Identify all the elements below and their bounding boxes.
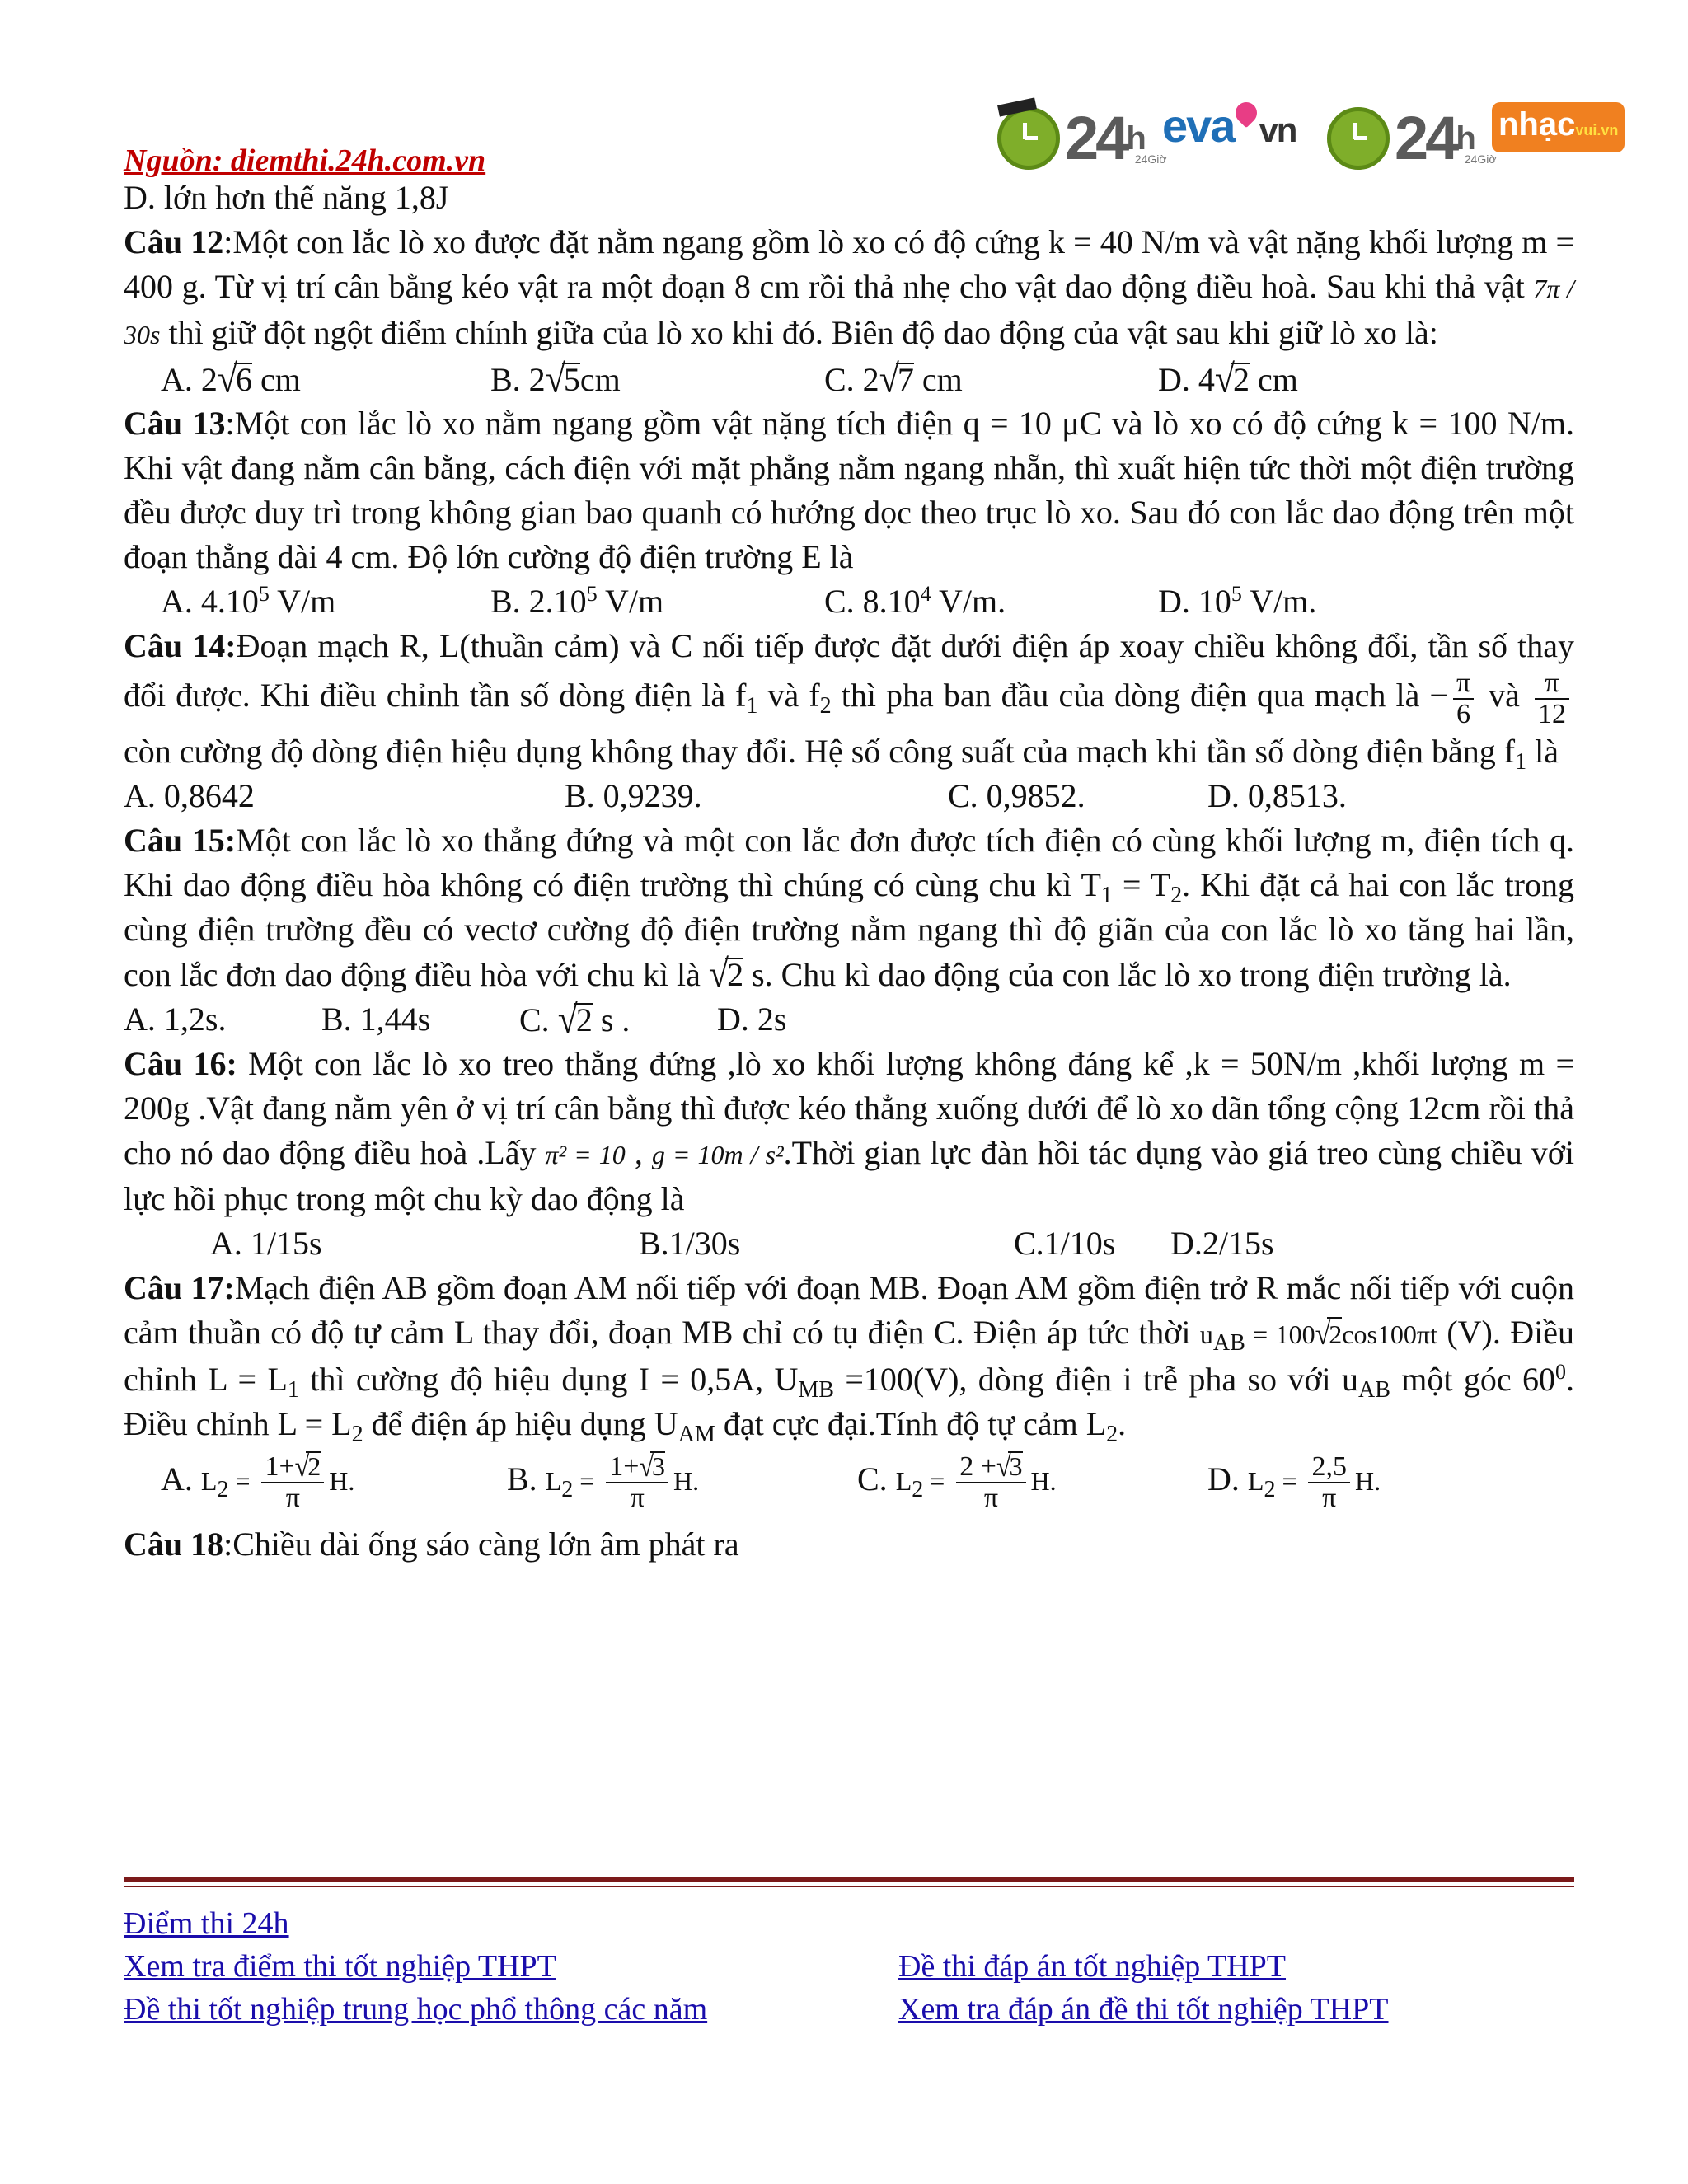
option-radicand: 7 <box>897 361 914 398</box>
pi-squared-math: π² = 10 <box>545 1140 626 1169</box>
logo-nhac-text: nhạc <box>1498 106 1576 143</box>
subscript: 1 <box>746 693 758 719</box>
footer-divider-thick <box>124 1877 1574 1882</box>
option-b[interactable]: B. 0,9239. <box>565 777 702 814</box>
question-14-text-part3: còn cường độ dòng điện hiệu dụng không thay đổi. Hệ số công suất của mạch khi tần số dòng điện bằng f <box>124 733 1516 770</box>
option-unit: V/m. <box>931 583 1006 620</box>
subscript: AB <box>1358 1377 1390 1403</box>
comma: , <box>625 1134 652 1171</box>
option-unit: H. <box>673 1466 700 1496</box>
link-diem-thi-24h[interactable]: Điểm thi 24h <box>124 1906 289 1941</box>
option-unit: cm <box>579 361 621 398</box>
subscript: 1 <box>287 1377 299 1403</box>
option-c[interactable]: C. 0,9852. <box>948 777 1085 814</box>
option-d[interactable]: D. 2s <box>717 1001 787 1038</box>
logo-24h-small: 24Giờ <box>1134 152 1167 166</box>
option-a[interactable] <box>161 579 335 624</box>
logo-24h-2-small: 24Giờ <box>1464 152 1497 166</box>
option-exponent: 4 <box>920 582 931 606</box>
question-15-options <box>124 997 1574 1042</box>
question-18-label: Câu 18 <box>124 1526 224 1563</box>
option-unit: cm <box>1250 361 1298 398</box>
question-14-text-part1: Đoạn mạch R, L(thuần cảm) và C nối tiếp được đặt dưới điện áp xoay chiều không đổi, tần số thay đổi được. Khi điều chỉnh tần số dòng điện là f <box>124 627 1575 715</box>
option-unit: H. <box>1354 1466 1381 1496</box>
fraction-numerator: 1+ <box>609 1451 640 1483</box>
logo-eva[interactable] <box>1162 102 1296 152</box>
question-18-text: :Chiều dài ống sáo càng lớn âm phát ra <box>223 1526 739 1563</box>
option-c[interactable] <box>824 579 1006 624</box>
fraction-denominator: π <box>630 1483 645 1514</box>
question-14-label: Câu 14: <box>124 627 237 664</box>
question-12-options <box>124 357 1574 401</box>
option-unit: H. <box>329 1466 355 1496</box>
subscript: MB <box>798 1377 834 1403</box>
option-c[interactable]: C. $L_2$ = $\frac{2 +√3}{\pi}$ H. <box>857 1450 1057 1514</box>
math-amplitude: = 100 <box>1245 1319 1315 1349</box>
option-letter: B. <box>507 1460 546 1497</box>
question-16-text-part2: .Thời gian lực đàn hồi tác dụng vào giá treo cùng chiều với lực hồi phục trong một chu kỳ dao động là <box>124 1134 1575 1217</box>
question-12-text-part1: :Một con lắc lò xo được đặt nằm ngang gồm lò xo có độ cứng k = 40 N/m và vật nặng khối lượng m = 400 g. Từ vị trí cân bằng kéo vật ra một đoạn 8 cm rồi thả nhẹ cho vật dao động điều hoà. Sau khi thả vật <box>124 223 1574 305</box>
gravity-math: g = 10m / s² <box>651 1140 784 1169</box>
option-a[interactable]: A. 1,2s. <box>124 1001 227 1038</box>
question-17 <box>124 1266 1574 1446</box>
subscript: 2 <box>1106 1422 1118 1447</box>
question-18 <box>124 1522 1574 1567</box>
option-radicand: 6 <box>236 361 253 398</box>
radicand: 3 <box>1009 1451 1023 1482</box>
option-d[interactable]: D. $L_2$ = $\frac{2,5}{\pi}$ H. <box>1207 1451 1381 1513</box>
question-17-options <box>124 1446 1574 1522</box>
option-lhs: L <box>895 1466 912 1496</box>
question-17-text-part2: (V). Điều chỉnh L = L <box>124 1314 1575 1398</box>
question-12-time-math: 7π / 30s <box>124 274 1574 349</box>
logo-24h-2[interactable]: 24 h 24Giờ <box>1327 96 1497 181</box>
previous-answer-d: D. lớn hơn thế năng 1,8J <box>124 179 449 216</box>
fraction-denominator: 12 <box>1538 699 1566 729</box>
minus-sign: − <box>1429 677 1448 715</box>
question-15-label: Câu 15: <box>124 822 237 859</box>
option-unit: V/m <box>597 583 664 620</box>
fraction-pi-over-12 <box>1535 668 1569 729</box>
subscript: 2 <box>912 1477 924 1502</box>
option-text: A. 2 <box>161 361 218 398</box>
question-13-options <box>124 579 1574 624</box>
fraction-denominator: π <box>1322 1482 1337 1513</box>
subscript: 2 <box>561 1477 574 1502</box>
logo-24h[interactable]: 24 h 24Giờ <box>997 96 1167 181</box>
fraction-numerator: 2 + <box>959 1451 996 1483</box>
subscript: AB <box>1212 1330 1245 1356</box>
option-unit: V/m <box>269 583 336 620</box>
option-radicand: 5 <box>563 361 580 398</box>
fraction-pi-over-6 <box>1453 668 1474 729</box>
fraction-numerator: 2,5 <box>1308 1452 1350 1483</box>
option-d[interactable]: D. 0,8513. <box>1207 777 1347 814</box>
voltage-expression: $u_{AB} = 100√2\cos 100\pi t$ <box>1199 1318 1437 1356</box>
question-17-label: Câu 17: <box>124 1269 235 1306</box>
option-unit: V/m. <box>1241 583 1317 620</box>
fraction-denominator: π <box>285 1483 300 1514</box>
option-c[interactable]: C.1/10s <box>1014 1225 1116 1262</box>
option-text: B. 2 <box>490 361 546 398</box>
question-12-label: Câu 12 <box>124 223 224 260</box>
option-text: A. 4.10 <box>161 583 259 620</box>
question-12-text-part2: thì giữ đột ngột điểm chính giữa của lò xo khi đó. Biên độ dao động của vật sau khi giữ lò xo là: <box>160 314 1438 351</box>
question-15-text-part2: . Khi đặt cả hai con lắc trong cùng điện trường đều có vectơ cường độ điện trường nằm ngang thì độ giãn của con lắc lò xo tăng hai lần, con lắc đơn dao động điều hòa với chu kì là <box>124 866 1574 993</box>
subscript: AM <box>678 1422 715 1447</box>
question-17-text-part5: một góc 60 <box>1390 1361 1555 1398</box>
option-a[interactable]: A. 1/15s <box>210 1225 322 1262</box>
option-text: B. 2.10 <box>490 583 587 620</box>
question-17-text-part6: . Điều chỉnh L = L <box>124 1361 1574 1442</box>
subscript: 2 <box>1170 883 1183 908</box>
option-lhs: L <box>545 1466 562 1496</box>
option-unit: s . <box>592 1001 631 1038</box>
question-12 <box>124 220 1574 357</box>
question-17-text-part7: để điện áp hiệu dụng U <box>363 1405 678 1442</box>
fraction-numerator: π <box>1535 668 1569 700</box>
fraction-numerator: π <box>1453 668 1474 700</box>
fraction-numerator: 1+ <box>265 1451 295 1483</box>
source-line: Nguồn: diemthi.24h.com.vn <box>124 143 486 178</box>
question-13-text: :Một con lắc lò xo nằm ngang gồm vật nặng tích điện q = 10 μC và lò xo có độ cứng k = 100 N/m. Khi vật đang nằm cân bằng, cách điện với mặt phẳng nằm ngang nhẵn, thì xuất hiện tức thời một điện trường đều được duy trì trong không gian bao quanh có hướng dọc theo trục lò xo. Sau đó con lắc dao động trên một đoạn thẳng dài 4 cm. Độ lớn cường độ điện trường E là <box>124 405 1574 575</box>
option-c[interactable]: C. √2 s . <box>519 996 631 1042</box>
footer-divider-thin <box>124 1886 1574 1887</box>
logo-eva-text: eva <box>1162 100 1235 152</box>
question-13-label: Câu 13 <box>124 405 226 442</box>
option-letter: A. <box>161 1460 201 1497</box>
link-xem-tra-diem-thi[interactable]: Xem tra điểm thi tốt nghiệp THPT <box>124 1949 556 1984</box>
option-b[interactable]: B.1/30s <box>639 1225 741 1262</box>
option-radicand: 2 <box>1233 361 1250 398</box>
option-unit: H. <box>1030 1466 1057 1496</box>
subscript: 2 <box>351 1422 363 1447</box>
option-b[interactable]: B. 2√5cm <box>490 356 621 401</box>
subscript: 1 <box>1515 749 1527 775</box>
radicand: 2 <box>1327 1317 1342 1350</box>
logo-nhac[interactable] <box>1492 102 1625 152</box>
subscript: 2 <box>819 693 832 719</box>
question-15-text-part3: s. Chu kì dao động của con lắc lò xo trong điện trường là. <box>743 956 1512 993</box>
option-b[interactable]: B. $L_2$ = $\frac{1+√3}{\pi}$ H. <box>507 1450 700 1514</box>
math-cos: cos100πt <box>1342 1319 1437 1349</box>
option-text: C. 8.10 <box>824 583 921 620</box>
option-a[interactable]: A. 2√6 cm <box>161 356 301 401</box>
question-14-options <box>124 774 1574 818</box>
option-letter: D. <box>1207 1460 1248 1497</box>
option-text: D. 10 <box>1158 583 1231 620</box>
question-17-text-part8: đạt cực đại.Tính độ tự cảm L <box>715 1405 1107 1442</box>
clock-icon <box>1327 107 1390 170</box>
option-exponent: 5 <box>586 582 598 606</box>
fraction-denominator: π <box>983 1483 998 1514</box>
graduation-cap-icon <box>997 97 1037 116</box>
question-14-text-part2: thì pha ban đầu của dòng điện qua mạch là <box>831 677 1430 715</box>
heart-icon <box>1231 98 1262 129</box>
question-14-va: và <box>1479 677 1530 715</box>
question-15-text-part1: Một con lắc lò xo thẳng đứng và một con lắc đơn được tích điện có cùng khối lượng m, điện tích q. Khi dao động điều hòa không có điện trường thì chúng có cùng chu kì T <box>124 822 1574 903</box>
question-14-text-part4: là <box>1526 733 1559 770</box>
option-exponent: 5 <box>1231 582 1242 606</box>
subscript: 2 <box>1264 1477 1276 1502</box>
question-16-options <box>124 1221 1574 1266</box>
option-fraction: $\frac{2 +√3}{\pi}$ <box>956 1451 1025 1513</box>
exam-content <box>124 176 1574 1567</box>
partner-logos <box>997 91 1619 173</box>
option-lhs: L <box>1247 1466 1264 1496</box>
option-c[interactable]: C. 2√7 cm <box>824 356 963 401</box>
link-xem-tra-dap-an[interactable]: Xem tra đáp án đề thi tốt nghiệp THPT <box>898 1992 1389 2027</box>
superscript: 0 <box>1554 1360 1566 1384</box>
link-de-thi-cac-nam[interactable]: Đề thi tốt nghiệp trung học phổ thông các năm <box>124 1992 708 2027</box>
option-fraction: $\frac{1+√2}{\pi}$ <box>261 1451 324 1513</box>
subscript: 1 <box>1100 883 1113 908</box>
option-a[interactable]: A. 0,8642 <box>124 777 255 814</box>
option-radicand: 2 <box>575 1001 593 1038</box>
option-d[interactable]: D. 4√2 cm <box>1158 356 1298 401</box>
option-text: C. <box>519 1001 558 1038</box>
question-14-and: và f <box>757 677 820 715</box>
option-letter: C. <box>857 1460 896 1497</box>
link-de-thi-dap-an[interactable]: Đề thi đáp án tốt nghiệp THPT <box>898 1949 1287 1984</box>
option-b[interactable] <box>490 579 663 624</box>
logo-nhac-suffix: vui.vn <box>1575 122 1619 138</box>
option-text: D. 4 <box>1158 361 1215 398</box>
option-text: C. 2 <box>824 361 879 398</box>
radicand: 2 <box>307 1451 321 1482</box>
question-17-text-part9: . <box>1118 1405 1127 1442</box>
option-d[interactable] <box>1158 579 1316 624</box>
radicand: 3 <box>652 1451 666 1482</box>
option-fraction <box>1308 1452 1350 1513</box>
option-unit: cm <box>913 361 963 398</box>
logo-eva-suffix: vn <box>1259 110 1296 149</box>
question-16-label: Câu 16: <box>124 1045 237 1082</box>
question-17-text-part3: thì cường độ hiệu dụng I = 0,5A, U <box>298 1361 799 1398</box>
question-15-equals: = T <box>1112 866 1171 903</box>
subscript: 2 <box>217 1477 229 1502</box>
option-unit: cm <box>252 361 301 398</box>
question-13 <box>124 401 1574 579</box>
option-d[interactable]: D.2/15s <box>1170 1225 1274 1262</box>
radicand: 2 <box>727 956 744 993</box>
clock-icon <box>997 107 1060 170</box>
footer-links <box>124 1902 1574 2031</box>
question-14 <box>124 624 1574 774</box>
question-16 <box>124 1042 1574 1221</box>
option-b[interactable]: B. 1,44s <box>321 1001 431 1038</box>
option-fraction: $\frac{1+√3}{\pi}$ <box>606 1451 668 1513</box>
question-17-text-part1: Mạch điện AB gồm đoạn AM nối tiếp với đoạn MB. Đoạn AM gồm điện trở R mắc nối tiếp với cuộn cảm thuần có độ tự cảm L thay đổi, đoạn MB chỉ có tụ điện C. Điện áp tức thời <box>124 1269 1575 1351</box>
question-16-text-part1: Một con lắc lò xo treo thẳng đứng ,lò xo khối lượng không đáng kể ,k = 50N/m ,khối lượng m = 200g .Vật đang nằm yên ở vị trí cân bằng thì được kéo thẳng xuống dưới để lò xo dãn tổng cộng 12cm rồi thả cho nó dao động điều hoà .Lấy <box>124 1045 1575 1171</box>
math-u: u <box>1199 1319 1213 1349</box>
fraction-denominator: 6 <box>1456 699 1471 729</box>
question-15: Câu 15:Một con lắc lò xo thẳng đứng và một con lắc đơn được tích điện có cùng khối lượng m, điện tích q. Khi dao động điều hòa không có điện trường thì chúng có cùng chu kì $T_1 = T_2$. Khi đặt cả hai con lắc trong cùng điện trường đều có vectơ cường độ điện trường nằm ngang thì độ giãn của con lắc lò xo tăng hai lần, con lắc đơn dao động điều hòa với chu kì là √2 s. Chu kì dao động của con lắc lò xo trong điện trường là. <box>124 822 1574 996</box>
option-a[interactable]: A. $L_2$ = $\frac{1+√2}{\pi}$ H. <box>161 1450 355 1514</box>
option-exponent: 5 <box>258 582 270 606</box>
option-lhs: L <box>200 1466 218 1496</box>
question-17-text-part4: =100(V), dòng điện i trễ pha so với u <box>833 1361 1359 1398</box>
